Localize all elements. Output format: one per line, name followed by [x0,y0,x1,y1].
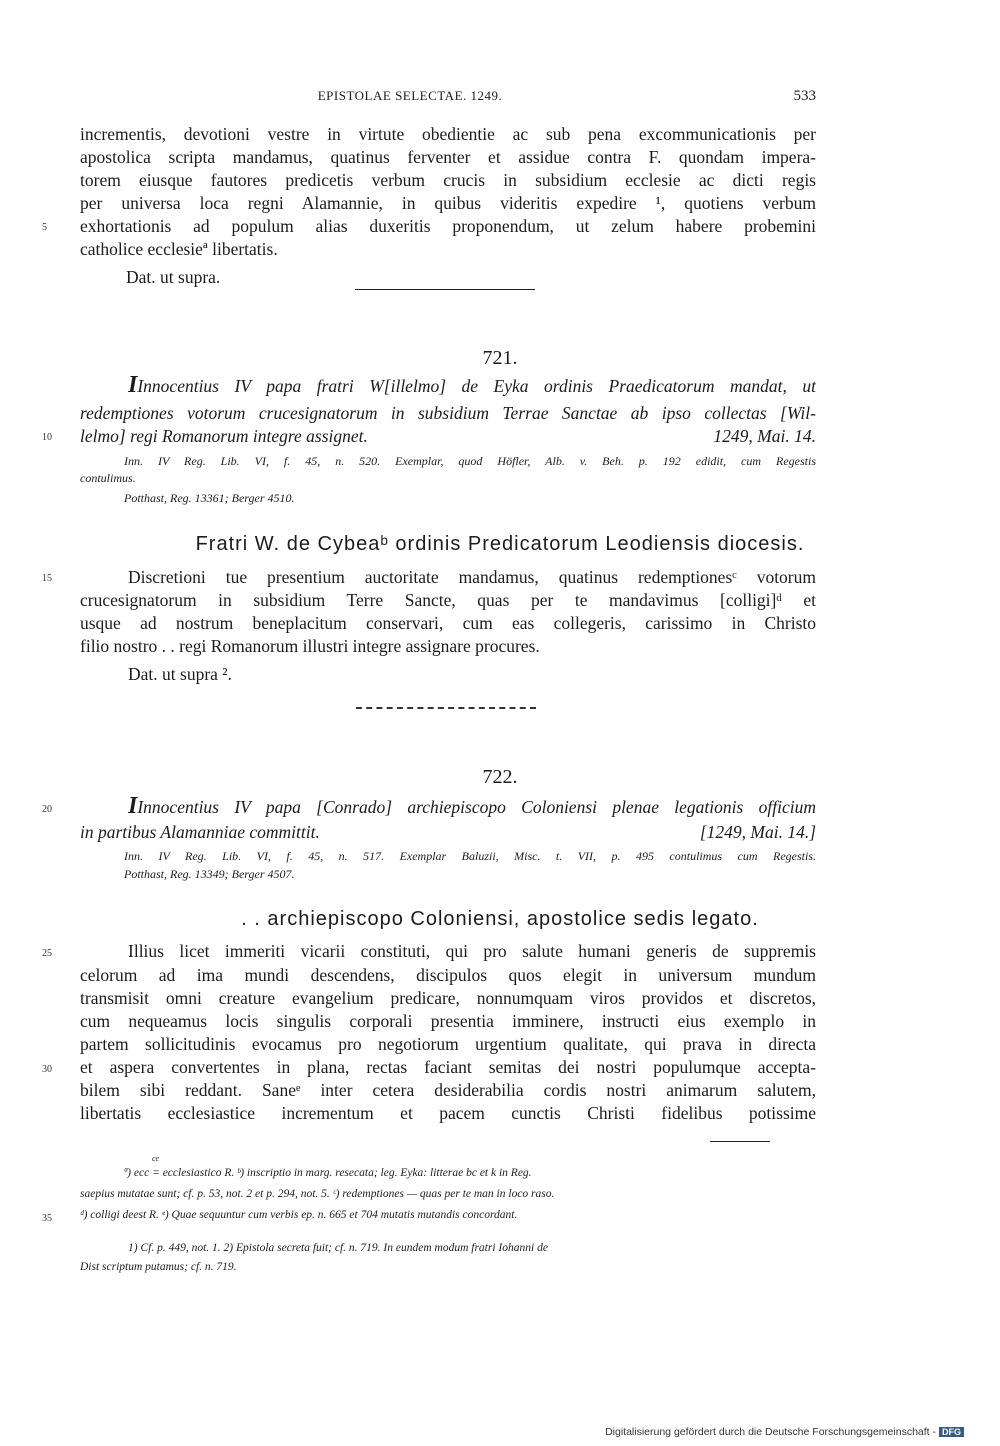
summary-line: IInnocentius IV papa [Conrado] archiepiscopo Coloniensi plenae legationis officium [128,795,816,818]
page-header [80,88,816,110]
margin-line-number: 25 [42,948,52,959]
footnote-line: saepius mutatae sunt; cf. p. 53, not. 2 et p. 294, not. 5. ᶜ) redemptiones — quas per te man in loco raso. [80,1188,555,1200]
running-title: EPISTOLAE SELECTAE. 1249. [317,88,503,103]
initial-letter: I [128,795,138,818]
source-line: Potthast, Reg. 13361; Berger 4510. [124,491,295,505]
text-line: transmisit omni creature evangelium predicare, nonnumquam viros providos et discretos, [80,988,816,1008]
summary-line: IInnocentius IV papa fratri W[illelmo] de Eyka ordinis Praedicatorum mandat, ut [128,374,816,397]
funding-notice [605,1426,964,1438]
text-line: per universa loca regni Alamannie, in quibus videritis expedire ¹, quotiens verbum [80,193,816,213]
initial-letter: I [128,374,138,397]
text-line: Illius licet immeriti vicarii constituti, qui pro salute humani generis de suppremis [128,941,816,961]
dat-line: Dat. ut supra. [126,267,221,287]
abbreviation-mark: ce [152,1154,160,1163]
text-line: partem sollicitudinis evocamus pro negotiorum urgentium qualitate, qui prava in directa [80,1034,816,1054]
summary-line: lelmo] regi Romanorum integre assignet. [80,426,368,446]
footnote-line: ª) ecc = ecclesiastico R. ᵇ) inscriptio in marg. resecata; leg. Eyka: litterae bc et k in Reg. [124,1167,532,1179]
text-line: crucesignatorum in subsidium Terre Sancte, quas per te mandavimus [colligi]ᵈ et [80,590,816,610]
text-line: Discretioni tue presentium auctoritate mandamus, quatinus redemptionesᶜ votorum [128,567,816,587]
summary-line: redemptiones votorum crucesignatorum in subsidium Terrae Sanctae ab ipso collectas [Wil- [80,403,816,423]
text-line: usque ad nostrum beneplacitum conservari, cum eas collegeris, carissimo in Christo [80,613,816,633]
letter-address: . . archiepiscopo Coloniensi, apostolice sedis legato. [241,908,759,930]
text-line: filio nostro . . regi Romanorum illustri integre assignare procures. [80,636,540,656]
source-line: Inn. IV Reg. Lib. VI, f. 45, n. 520. Exemplar, quod Höfler, Alb. v. Beh. p. 192 edidit, cum Regestis [124,454,816,468]
margin-line-number: 30 [42,1064,52,1075]
footnote-rule [710,1141,770,1142]
source-line: Inn. IV Reg. Lib. VI, f. 45, n. 517. Exemplar Baluzii, Misc. t. VII, p. 495 contulimus cum Regestis. [124,849,816,863]
letter-number: 721. [482,347,518,369]
text-line: catholice ecclesieª libertatis. [80,239,278,259]
text-line: bilem sibi reddant. Saneᵉ inter cetera desiderabilia cordis nostri animarum salutem, [80,1080,816,1100]
letter-date: 1249, Mai. 14. [713,426,816,446]
margin-line-number: 5 [42,222,47,233]
text-line: exhortationis ad populum alias duxeritis proponendum, ut zelum habere probemini [80,216,816,236]
footnote-line: Dist scriptum putamus; cf. n. 719. [80,1261,237,1273]
dat-line: Dat. ut supra ². [128,664,232,684]
margin-line-number: 35 [42,1213,52,1224]
letter-number: 722. [482,766,518,788]
source-line: contulimus. [80,471,136,485]
footnote-line: 1) Cf. p. 449, not. 1. 2) Epistola secreta fuit; cf. n. 719. In eundem modum fratri Iohanni de [128,1242,548,1254]
letter-address: Fratri W. de Cybeaᵇ ordinis Predicatorum Leodiensis diocesis. [195,533,805,555]
section-rule [356,707,536,709]
margin-line-number: 10 [42,432,52,443]
margin-line-number: 15 [42,573,52,584]
footnote-line: ᵈ) colligi deest R. ᵉ) Quae sequuntur cum verbis ep. n. 665 et 704 mutatis mutandis concordant. [80,1209,518,1221]
text-line: celorum ad ima mundi descendens, discipulos quos elegit in universum mundum [80,965,816,985]
source-line: Potthast, Reg. 13349; Berger 4507. [124,867,295,881]
text-line: libertatis ecclesiastice incrementum et pacem cunctis Christi fidelibus potissime [80,1103,816,1123]
dfg-logo: DFG [939,1427,964,1437]
text-line: torem eiusque fautores predicetis verbum crucis in subsidium ecclesie ac dicti regis [80,170,816,190]
text-line: apostolica scripta mandamus, quatinus ferventer et assidue contra F. quondam impera- [80,147,816,167]
page-number: 533 [793,88,816,104]
text-line: incrementis, devotioni vestre in virtute obedientie ac sub pena excommunicationis per [80,124,816,144]
letter-date: [1249, Mai. 14.] [699,822,816,842]
margin-line-number: 20 [42,804,52,815]
funding-text: Digitalisierung gefördert durch die Deutsche Forschungsgemeinschaft - [605,1426,936,1438]
text-line: et aspera convertentes in plana, rectas faciant semitas dei nostri populumque accepta- [80,1057,816,1077]
text-line: cum nequeamus locis singulis corporali presentia imminere, instructi eius exemplo in [80,1011,816,1031]
summary-line: in partibus Alamanniae committit. [80,822,320,842]
section-rule [355,289,535,290]
